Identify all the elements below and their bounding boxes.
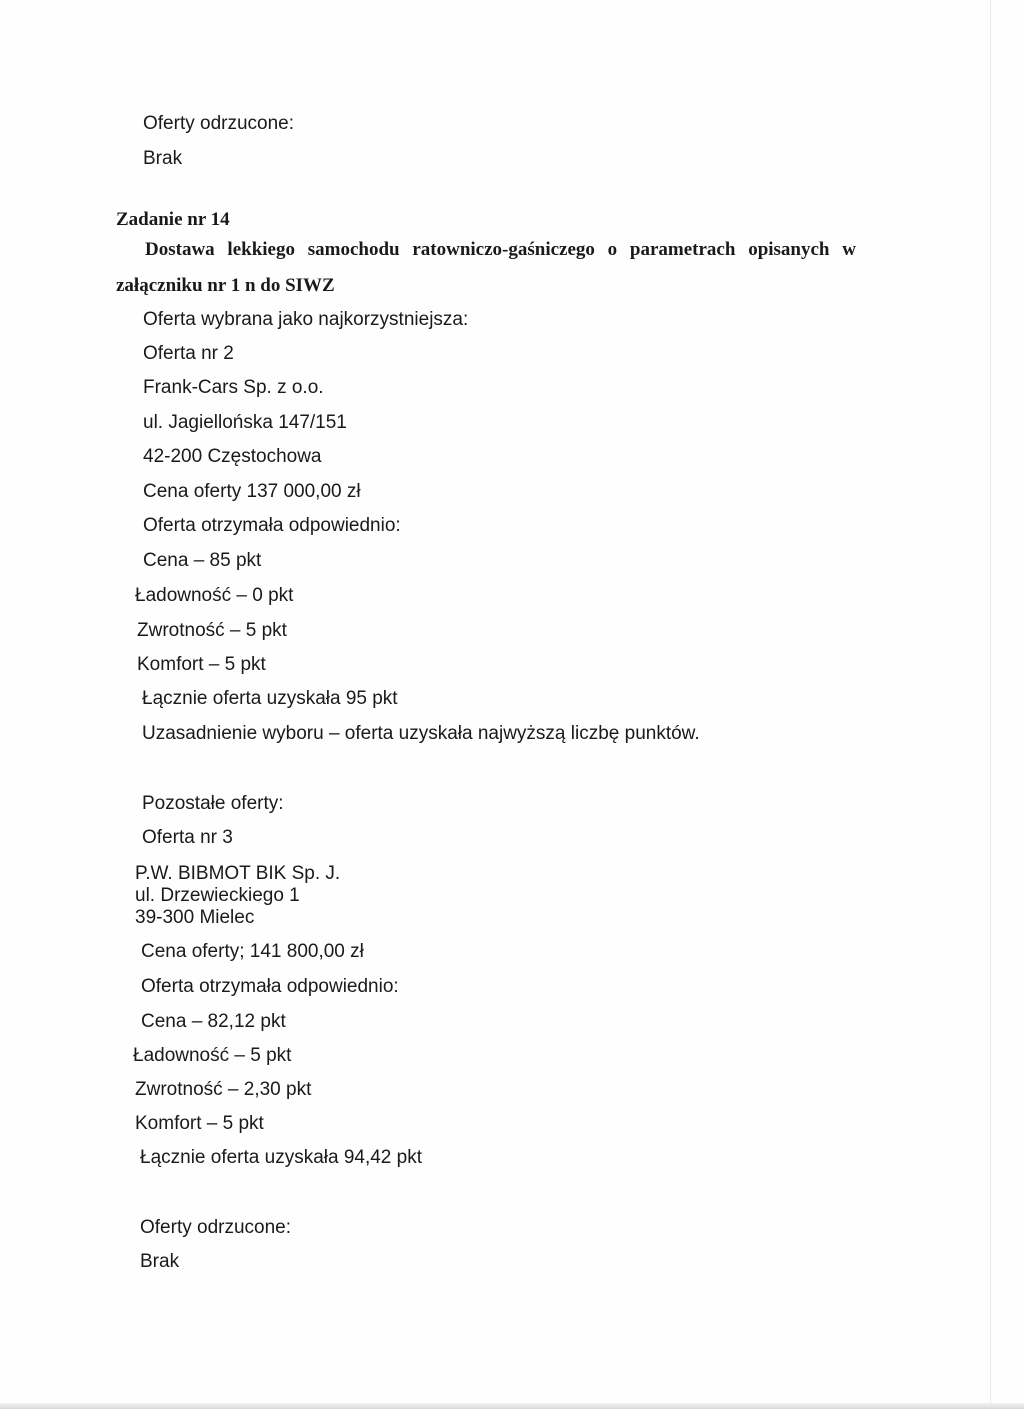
rejected-offers-label-top: Oferty odrzucone: [143, 113, 295, 134]
task-description-line1 [145, 240, 856, 259]
task-word: opisanych [748, 239, 830, 260]
page-bottom-edge [0, 1403, 1024, 1409]
task-word: samochodu [307, 239, 400, 260]
rejected-offers-value-top: Brak [143, 148, 183, 169]
task-word: parametrach [629, 239, 736, 260]
selected-offer-total: Łącznie oferta uzyskała 95 pkt [142, 688, 398, 709]
selected-offer-city: 42-200 Częstochowa [143, 446, 322, 467]
other-offer-received: Oferta otrzymała odpowiednio: [141, 976, 399, 997]
other-offer-street: ul. Drzewieckiego 1 [135, 885, 300, 906]
task-word: lekkiego [227, 239, 295, 260]
other-score-zwrotnosc: Zwrotność – 2,30 pkt [135, 1079, 312, 1100]
selected-score-ladownosc: Ładowność – 0 pkt [135, 585, 294, 606]
selected-offer-number: Oferta nr 2 [143, 343, 234, 364]
other-offer-number: Oferta nr 3 [142, 827, 233, 848]
other-offer-city: 39-300 Mielec [135, 907, 255, 928]
task-word: o [607, 239, 618, 260]
rejected-offers-value-bottom: Brak [140, 1251, 180, 1272]
selected-offer-price: Cena oferty 137 000,00 zł [143, 481, 361, 502]
other-offer-company: P.W. BIBMOT BIK Sp. J. [135, 863, 341, 884]
other-score-komfort: Komfort – 5 pkt [135, 1113, 264, 1134]
other-offer-price: Cena oferty; 141 800,00 zł [141, 941, 364, 962]
selected-offer-justification: Uzasadnienie wyboru – oferta uzyskała najwyższą liczbę punktów. [142, 723, 700, 744]
selected-offer-received: Oferta otrzymała odpowiednio: [143, 515, 401, 536]
other-score-cena: Cena – 82,12 pkt [141, 1011, 286, 1032]
other-offers-label: Pozostałe oferty: [142, 793, 284, 814]
selected-offer-label: Oferta wybrana jako najkorzystniejsza: [143, 309, 469, 330]
task-word: w [842, 239, 856, 260]
rejected-offers-label-bottom: Oferty odrzucone: [140, 1217, 292, 1238]
selected-score-zwrotnosc: Zwrotność – 5 pkt [137, 620, 287, 641]
selected-offer-street: ul. Jagiellońska 147/151 [143, 412, 347, 433]
page-edge-shadow [990, 0, 991, 1409]
other-offer-total: Łącznie oferta uzyskała 94,42 pkt [140, 1147, 423, 1168]
selected-score-komfort: Komfort – 5 pkt [137, 654, 266, 675]
task-description-line2: załączniku nr 1 n do SIWZ [116, 275, 335, 296]
selected-score-cena: Cena – 85 pkt [143, 550, 262, 571]
task-word: ratowniczo-gaśniczego [412, 239, 595, 260]
task-word: Dostawa [145, 239, 215, 260]
task-title: Zadanie nr 14 [116, 209, 230, 230]
selected-offer-company: Frank-Cars Sp. z o.o. [143, 377, 324, 398]
other-score-ladownosc: Ładowność – 5 pkt [133, 1045, 292, 1066]
